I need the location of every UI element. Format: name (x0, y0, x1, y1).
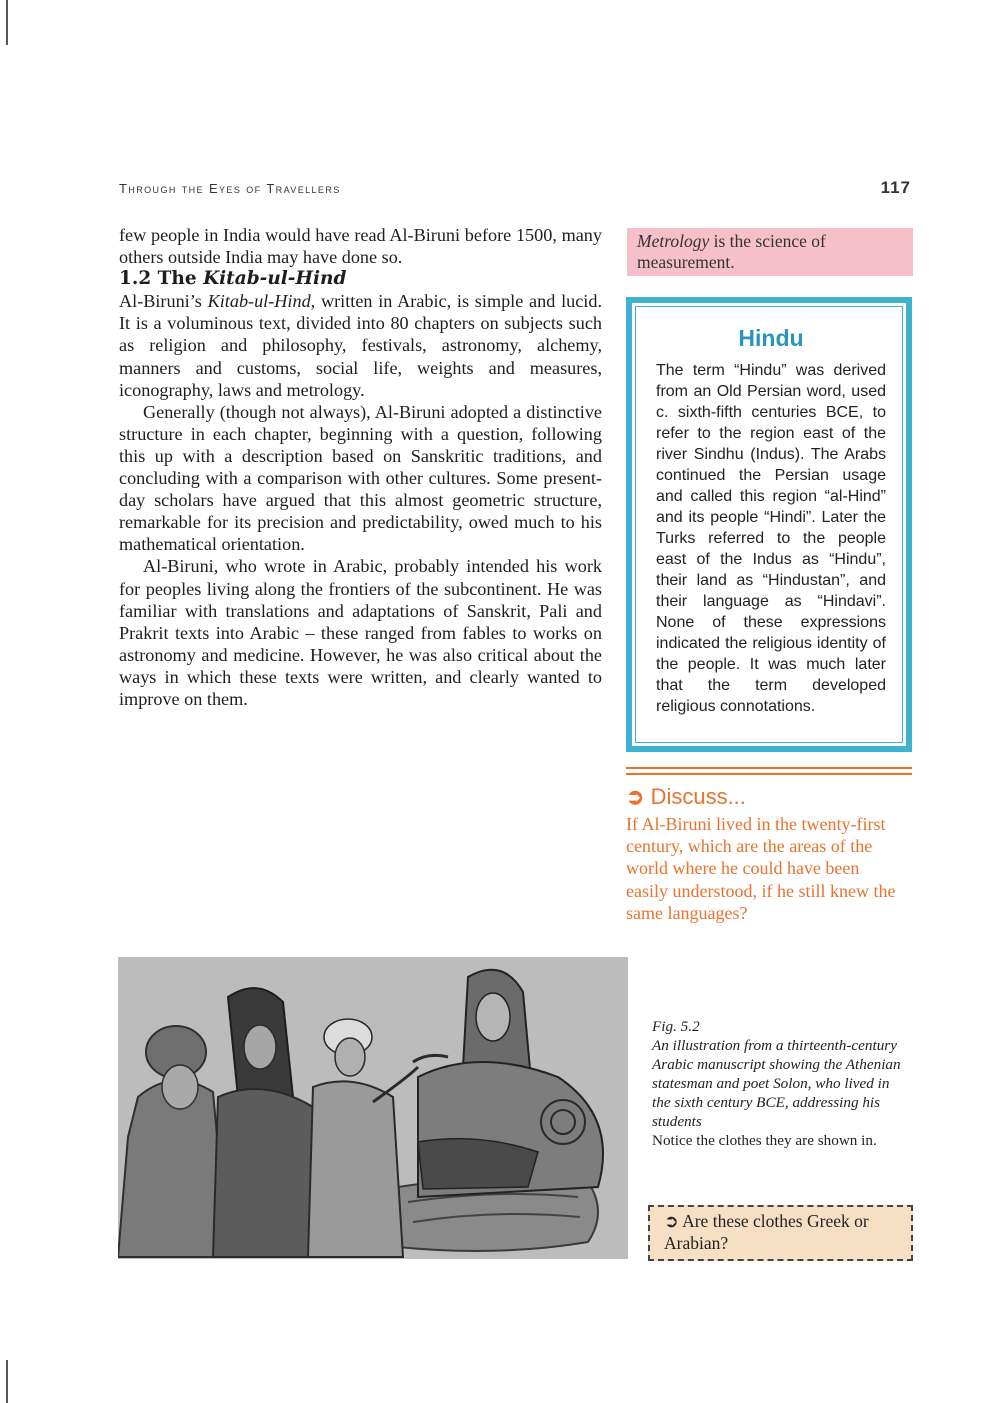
discuss-question: If Al-Biruni lived in the twenty-first century, which are the areas of the world where he could have been easily understood, if he still knew the same languages? (626, 814, 896, 923)
figure-caption (652, 1017, 910, 1150)
paragraph-1-rest: written in Arabic, is simple and lucid. It is a voluminous text, divided into 80 chapters on subjects such as religion and philosophy, festivals, astronomy, alchemy, manners and customs, social life, weights and measures, iconography, laws and metrology. (119, 291, 602, 400)
book-title: Kitab-ul-Hind, (207, 291, 316, 312)
section-title: Kitab-ul-Hind (203, 268, 347, 290)
figure-note: Notice the clothes they are shown in. (652, 1132, 877, 1149)
margin-line-bottom (6, 1360, 8, 1403)
hindu-box-inner (635, 306, 903, 743)
metrology-definition: is the science of measurement. (637, 231, 826, 272)
paragraph-1 (119, 290, 602, 400)
margin-line-top (6, 0, 8, 45)
discuss-rule-top (626, 767, 912, 769)
running-head: Through the Eyes of Travellers (119, 181, 341, 196)
section-heading (119, 268, 602, 290)
figure-question: Are these clothes Greek or Arabian? (664, 1211, 869, 1253)
paragraph-3: Al-Biruni, who wrote in Arabic, probably intended his work for peoples living along the frontiers of the subcontinent. He was familiar with translations and adaptations of Sanskrit, Pali and Prakrit texts into Arabic – these ranged from fables to works on astronomy and medicine. However, he was also critical about the ways in which these texts were written, and clearly wanted to improve on them. (119, 556, 602, 709)
hindu-box-title: Hindu (738, 325, 804, 351)
paragraph-1-lead: Al-Biruni’s (119, 291, 208, 312)
page-number: 117 (880, 178, 911, 197)
hindu-info-box (626, 297, 912, 752)
manuscript-illustration (118, 957, 628, 1259)
paragraph-2: Generally (though not always), Al-Biruni adopted a distinctive structure in each chapter, beginning with a question, following this up with a description based on Sanskritic traditions, and concluding with a comparison with other cultures. Some present-day scholars have argued that this almost geometric structure, remarkable for its precision and predictability, owed much to his mathematical orientation. (119, 401, 602, 555)
figure-description: An illustration from a thirteenth-century Arabic manuscript showing the Athenian statesman and poet Solon, who lived in the sixth century BCE, addressing his students (652, 1037, 901, 1130)
intro-paragraph: few people in India would have read Al-Biruni before 1500, many others outside India may have done so. (119, 225, 602, 268)
hindu-box-body: The term “Hindu” was derived from an Old Persian word, used c. sixth-fifth centuries BCE, to refer to the region east of the river Sindhu (Indus). The Arabs continued the Persian usage and called this region “al-Hind” and its people “Hindi”. Later the Turks referred to the people east of the Indus as “Hindu”, their land as “Hindustan”, and their language as “Hindavi”. None of these expressions indicated the religious identity of the people. It was much later that the term developed religious connotations. (656, 362, 886, 715)
metrology-term: Metrology (637, 231, 710, 251)
arrow-icon: ➲ (626, 784, 645, 809)
section-number: 1.2 The (119, 268, 197, 290)
metrology-definition-box (627, 228, 913, 276)
discuss-heading (626, 784, 746, 810)
main-column (119, 224, 602, 710)
page-header (119, 178, 911, 198)
question-arrow-icon: ➲ (664, 1211, 679, 1231)
figure-question-box (648, 1205, 913, 1261)
discuss-title: Discuss... (650, 784, 746, 809)
figure-label: Fig. 5.2 (652, 1018, 700, 1035)
discuss-rule-bottom (626, 773, 912, 775)
